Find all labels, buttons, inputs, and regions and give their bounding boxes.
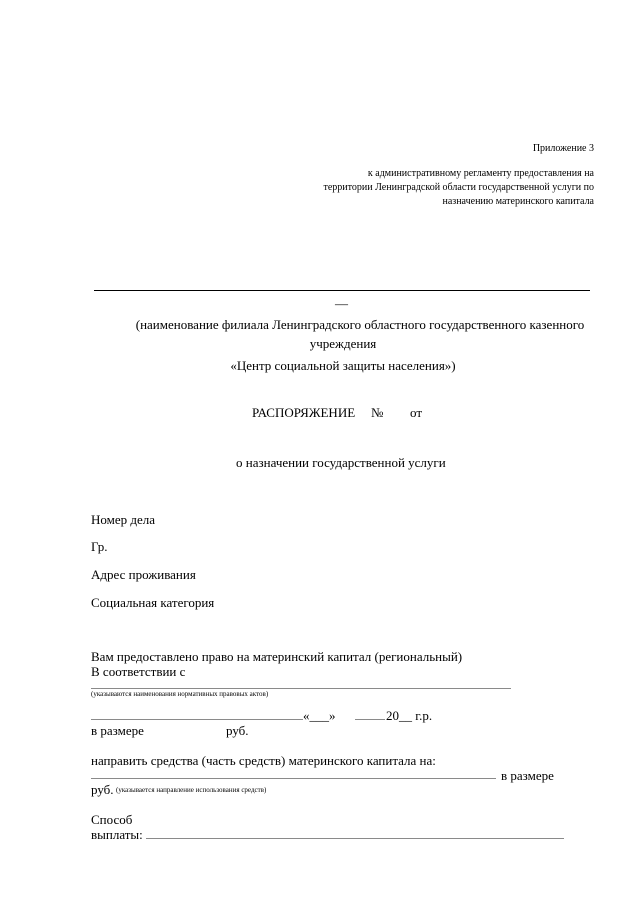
order-date-from: от — [410, 405, 423, 420]
citizen-label: Гр. — [91, 539, 108, 554]
appendix-line-2: территории Ленинградской области государственной услуги по — [323, 182, 594, 193]
year-suffix: г.р. — [412, 708, 433, 723]
date-field — [303, 708, 336, 723]
direction-hint: (указывается направление использования средств) — [116, 786, 267, 794]
rub-label: руб. — [226, 723, 249, 738]
year-blank: __ — [399, 708, 412, 723]
amount-label: в размере — [91, 723, 144, 738]
year-field — [386, 708, 432, 723]
payment-method-label-1: Способ — [91, 812, 133, 827]
address-label: Адрес проживания — [91, 567, 196, 582]
social-category-label: Социальная категория — [91, 595, 215, 610]
order-title: РАСПОРЯЖЕНИЕ — [252, 405, 356, 420]
payment-method-label-2: выплаты: — [91, 827, 143, 842]
appendix-line-1: к административному регламенту предоставления на — [367, 168, 594, 179]
acts-underline — [91, 688, 511, 689]
org-name-underline — [94, 290, 590, 291]
order-subject: о назначении государственной услуги — [236, 455, 446, 470]
direction-underline — [91, 778, 496, 779]
year-prefix: 20 — [386, 708, 399, 723]
org-caption-line-1: (наименование филиала Ленинградского областного государственного казенного — [135, 317, 585, 332]
date-open-quote: « — [303, 708, 310, 723]
direct-funds-text: направить средства (часть средств) материнского капитала на: — [91, 753, 436, 768]
org-name-dash: — — [335, 296, 348, 311]
rub-label-2: руб. — [91, 782, 114, 797]
date-day-blank: ___ — [309, 708, 329, 723]
order-number-sign: № — [371, 405, 384, 420]
case-number-label: Номер дела — [91, 512, 156, 527]
org-caption-line-3: «Центр социальной защиты населения») — [230, 358, 456, 373]
acts-hint: (указываются наименования нормативных правовых актов) — [91, 690, 269, 698]
right-granted-text: Вам предоставлено право на материнский капитал (региональный) — [91, 649, 463, 664]
date-close-quote: » — [329, 708, 336, 723]
org-caption-line-2: учреждения — [309, 336, 377, 351]
month-underline — [355, 719, 385, 720]
amount-label-2: в размере — [501, 768, 554, 783]
appendix-line-3: назначению материнского капитала — [442, 196, 594, 207]
birth-name-underline — [91, 719, 303, 720]
appendix-title: Приложение 3 — [532, 143, 594, 154]
accordance-text: В соответствии с — [91, 664, 186, 679]
payment-method-underline — [146, 838, 564, 839]
